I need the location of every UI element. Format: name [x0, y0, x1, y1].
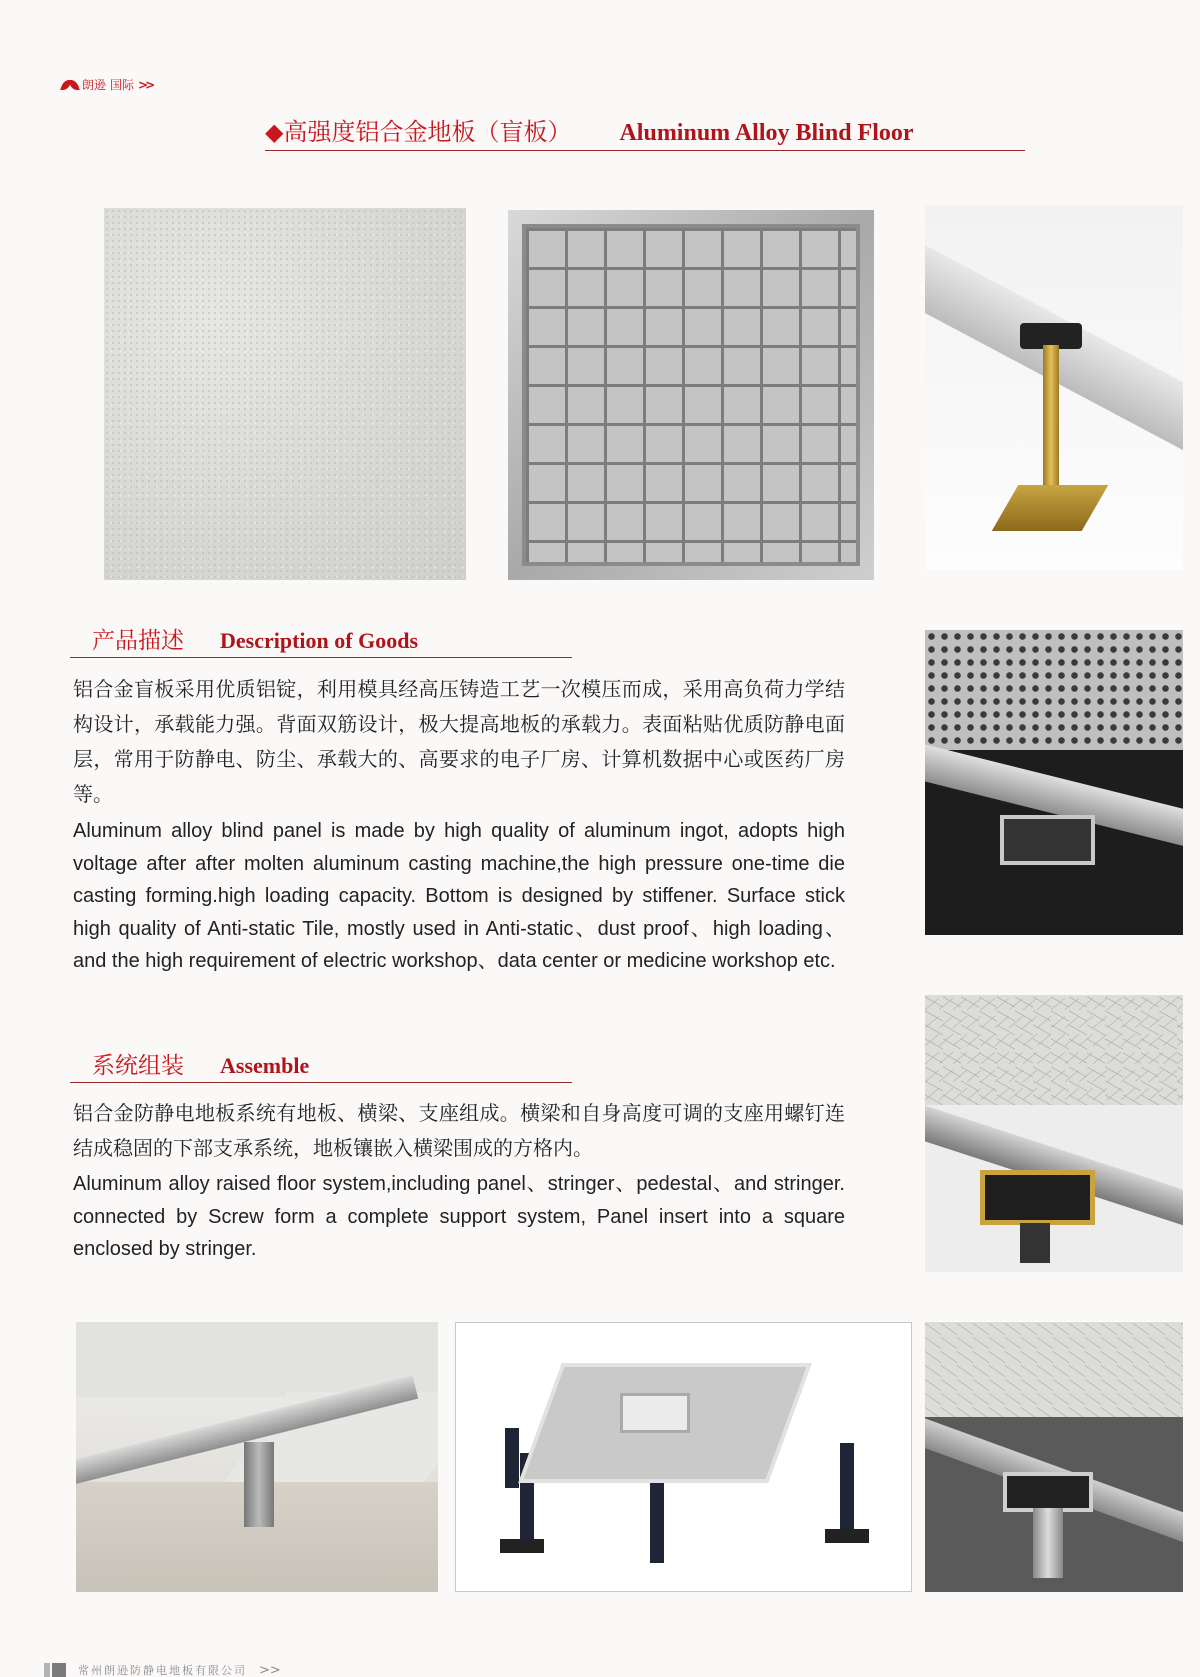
assemble-title-en: Assemble	[220, 1053, 310, 1078]
page-footer	[52, 1662, 281, 1677]
stringer-joint-image	[925, 995, 1183, 1272]
floor-system-image	[480, 1333, 864, 1569]
assemble-divider	[70, 1082, 572, 1083]
page-title-en: Aluminum Alloy Blind Floor	[619, 120, 914, 146]
title-divider	[265, 150, 1025, 151]
footer-chevron-icon: >>	[259, 1662, 281, 1677]
floor-corner-image	[76, 1322, 438, 1592]
panel-bottom-ribs-image	[508, 210, 874, 580]
description-text-en: Aluminum alloy blind panel is made by high quality of aluminum ingot, adopts high voltage after after molten aluminum casting machine,the high pressure one-time die casting forming.high loading capacity. Bottom is designed by stiffener. Surface stick high quality of Anti-static Tile, mostly used in Anti-static、dust proof、high loading、and the high requirement of electric workshop、data center or medicine workshop etc.	[73, 820, 845, 972]
brand-suffix: 国际	[110, 78, 135, 92]
perforated-panel-image	[925, 630, 1183, 935]
page-title	[265, 112, 1025, 147]
description-divider	[70, 657, 572, 658]
floor-system-image-frame	[455, 1322, 912, 1592]
pedestal-closeup-image	[925, 1322, 1183, 1592]
footer-company-name: 常州朗逊防静电地板有限公司	[78, 1664, 247, 1677]
description-title-zh: 产品描述	[92, 628, 184, 654]
page-title-zh: ◆高强度铝合金地板（盲板）	[265, 118, 572, 146]
assemble-heading	[92, 1047, 309, 1080]
brand-logo	[62, 76, 152, 93]
footer-square-icon	[52, 1663, 66, 1677]
description-text-zh: 铝合金盲板采用优质铝锭，利用模具经高压铸造工艺一次模压而成，采用高负荷力学结构设计，承载能力强。背面双筋设计，极大提高地板的承载力。表面粘贴优质防静电面层，常用于防静电、防尘、承载大的、高要求的电子厂房、计算机数据中心或医药厂房等。	[73, 677, 845, 806]
panel-top-surface-image	[104, 208, 466, 580]
assemble-title-zh: 系统组装	[92, 1053, 184, 1079]
assemble-text-zh: 铝合金防静电地板系统有地板、横梁、支座组成。横梁和自身高度可调的支座用螺钉连结成稳固的下部支承系统，地板镶嵌入横梁围成的方格内。	[73, 1101, 845, 1160]
brand-mark-icon	[62, 80, 78, 90]
double-chevron-icon: >>	[138, 77, 153, 92]
pedestal-corner-image	[925, 205, 1183, 570]
brand-name: 朗逊	[82, 78, 107, 92]
description-title-en: Description of Goods	[220, 628, 418, 653]
assemble-text-en: Aluminum alloy raised floor system,including panel、stringer、pedestal、and stringer. connected by Screw form a complete support system, Panel insert into a square enclosed by stringer.	[73, 1173, 845, 1260]
description-heading	[92, 622, 418, 655]
